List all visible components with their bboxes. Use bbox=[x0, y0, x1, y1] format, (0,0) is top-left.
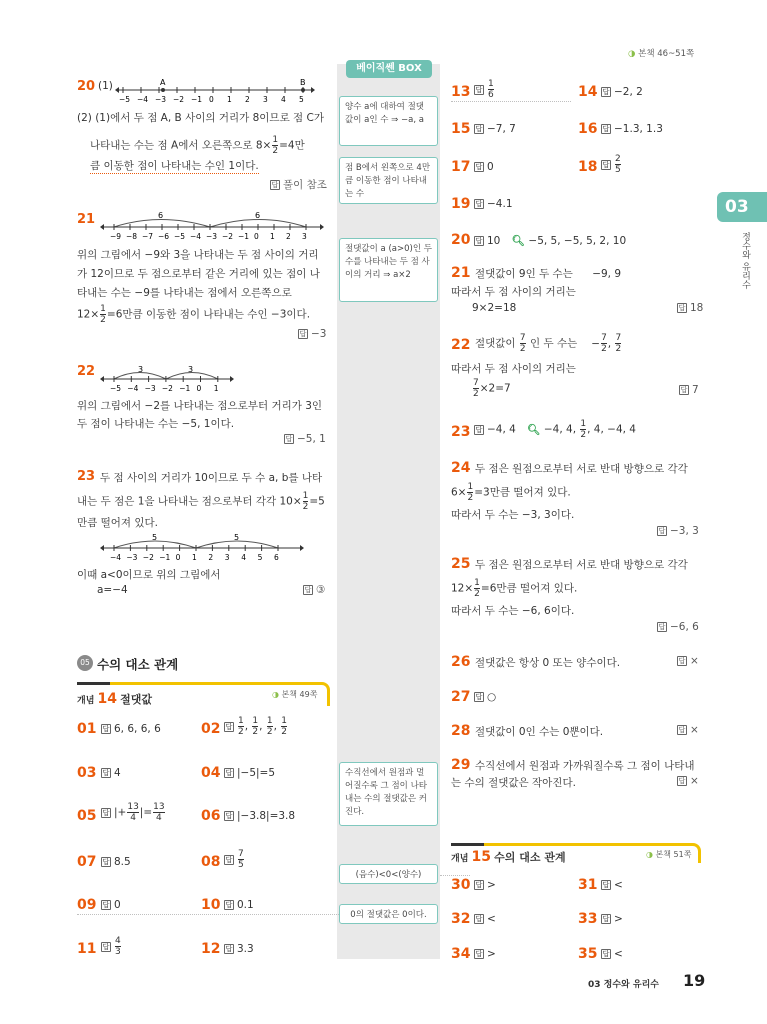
note-box: 수직선에서 원점과 멀어질수록 그 점이 나타내는 수의 절댓값은 커진다. bbox=[339, 762, 438, 826]
problem-text: 12× $\frac{1}{2}$ =6만큼 떨어져 있다. bbox=[451, 578, 578, 599]
hint-icon: 🔍︎ bbox=[511, 235, 526, 247]
problem-text: 9×2=18 bbox=[472, 302, 517, 314]
item-answer: 답 < bbox=[602, 948, 623, 960]
item-number: 17 bbox=[451, 159, 471, 175]
item-number: 06 bbox=[201, 808, 221, 824]
item-answer: 답 3.3 bbox=[225, 943, 254, 955]
tick-label: −5 bbox=[119, 95, 131, 104]
page-number: 19 bbox=[683, 971, 706, 990]
tick-label: 1 bbox=[270, 232, 275, 241]
problem-text: 두 점 사이의 거리가 10이므로 두 수 a, b를 나타 bbox=[100, 472, 323, 484]
item-number: 01 bbox=[77, 721, 97, 737]
svg-text:6: 6 bbox=[158, 211, 164, 220]
point-label-a: A bbox=[160, 78, 166, 87]
problem-text: 수직선에서 원점과 가까워질수록 그 점이 나타내 bbox=[475, 760, 695, 772]
problem-text: 따라서 두 수는 −6, 6이다. bbox=[451, 605, 575, 617]
tick-label: 0 bbox=[209, 95, 214, 104]
tick-label: 1 bbox=[213, 384, 219, 393]
section-badge: 05 bbox=[77, 655, 93, 671]
answer: 답 × bbox=[678, 655, 699, 667]
problem-text: 따라서 두 점 사이의 거리는 bbox=[451, 286, 576, 298]
problem-text: $\frac{7}{2}$ ×2=7 bbox=[473, 378, 511, 399]
box-title: 베이직쎈 BOX bbox=[346, 60, 432, 78]
tick-label: 5 bbox=[299, 95, 304, 104]
tick-label: −3 bbox=[144, 384, 156, 393]
tick-label: 3 bbox=[224, 553, 230, 562]
item-number: 28 bbox=[451, 723, 471, 739]
problem-text: 두 점은 원점으로부터 서로 반대 방향으로 각각 bbox=[475, 559, 688, 571]
chapter-tab-label: 정수와 유리수 bbox=[740, 232, 750, 289]
item-number: 15 bbox=[451, 121, 471, 137]
tick-label: −1 bbox=[191, 95, 203, 104]
problem-text: 절댓값이 0인 수는 0뿐이다. bbox=[475, 726, 604, 738]
dotted-guide bbox=[451, 101, 571, 102]
problem-text: 따라서 두 수는 −3, 3이다. bbox=[451, 509, 575, 521]
item-answer: 답 −2, 2 bbox=[602, 86, 643, 98]
tick-label: −5 bbox=[110, 384, 122, 393]
page-ref: ◑ 본책 46~51쪽 bbox=[628, 49, 695, 59]
number-line bbox=[115, 78, 315, 108]
item-number: 20 bbox=[451, 232, 471, 248]
answer: 답 −3, 3 bbox=[658, 525, 699, 537]
item-number: 16 bbox=[578, 121, 598, 137]
answer: 답 18 bbox=[678, 302, 704, 314]
concept-bar-dark bbox=[451, 843, 484, 846]
problem-number: 23 bbox=[77, 469, 96, 484]
problem-text: 두 점은 원점으로부터 서로 반대 방향으로 각각 bbox=[475, 463, 688, 475]
item-answer: 답 > bbox=[475, 879, 496, 891]
tick-label: −2 bbox=[173, 95, 185, 104]
item-number: 03 bbox=[77, 765, 97, 781]
tick-label: 3 bbox=[302, 232, 307, 241]
item-number: 11 bbox=[77, 941, 97, 957]
note-box: 절댓값이 a (a>0)인 두 수를 나타내는 두 점 사이의 거리 ⇒ a×2 bbox=[339, 238, 438, 302]
item-number: 08 bbox=[201, 854, 221, 870]
problem-text: 타내는 수는 −9를 나타내는 점에서 오른쪽으로 bbox=[77, 287, 292, 299]
item-number: 05 bbox=[77, 808, 97, 824]
problem-text: 절댓값이 $\frac{7}{2}$ 인 두 수는 − $\frac{7}{2}$ , $\frac{7}{2}$ bbox=[475, 333, 622, 354]
tick-label: 0 bbox=[254, 232, 259, 241]
item-answer: 답 < bbox=[602, 879, 623, 891]
item-answer: 답 −1.3, 1.3 bbox=[602, 123, 663, 135]
hint-icon: 🔍︎ bbox=[527, 423, 541, 436]
item-answer: 답 < bbox=[475, 913, 496, 925]
item-answer: 답 6, 6, 6, 6 bbox=[102, 723, 161, 735]
item-number: 25 bbox=[451, 556, 471, 572]
item-answer: 답 |+ $\frac{13}{4}$ |= $\frac{13}{4}$ bbox=[102, 802, 165, 823]
answer: 답 −5, 1 bbox=[285, 433, 326, 445]
tick-label: −2 bbox=[222, 232, 234, 241]
item-number: 29 bbox=[451, 757, 471, 773]
item-number: 12 bbox=[201, 941, 221, 957]
item-answer: 답 −4, 4 🔍︎ −4, 4, $\frac{1}{2}$ , 4, −4, 4 bbox=[475, 419, 636, 440]
item-number: 35 bbox=[578, 946, 598, 962]
tick-label: 4 bbox=[281, 95, 286, 104]
item-number: 31 bbox=[578, 877, 598, 893]
tick-label: −4 bbox=[190, 232, 202, 241]
tick-label: −1 bbox=[179, 384, 191, 393]
problem-number: 21 bbox=[77, 212, 96, 227]
concept-label: 개념 14 절댓값 bbox=[77, 691, 153, 707]
item-answer: 답 10 🔍︎ −5, 5, −5, 5, 2, 10 bbox=[475, 235, 627, 247]
tick-label: −6 bbox=[158, 232, 170, 241]
item-answer: 답 −4.1 bbox=[475, 198, 513, 210]
item-answer: 답 0 bbox=[475, 161, 494, 173]
concept-ref: ◑ 본책 49쪽 bbox=[272, 690, 318, 699]
item-number: 34 bbox=[451, 946, 471, 962]
tick-label: −2 bbox=[161, 384, 173, 393]
item-number: 24 bbox=[451, 460, 471, 476]
problem-text: 위의 그림에서 −2를 나타내는 점으로부터 거리가 3인 bbox=[77, 400, 323, 412]
item-number: 32 bbox=[451, 911, 471, 927]
tick-label: 2 bbox=[208, 553, 214, 562]
tick-label: −8 bbox=[126, 232, 138, 241]
footer-title: 03 정수와 유리수 bbox=[588, 980, 659, 990]
problem-text: (1) bbox=[98, 80, 113, 92]
problem-text: 는 수의 절댓값은 작아진다. bbox=[451, 777, 576, 789]
svg-text:5: 5 bbox=[234, 533, 240, 542]
answer: 답 7 bbox=[680, 384, 699, 396]
item-answer: 답 $\frac{1}{2}$ , $\frac{1}{2}$ , $\frac{1}{2}$ , $\frac{1}{2}$ bbox=[225, 716, 287, 737]
item-number: 26 bbox=[451, 654, 471, 670]
item-answer: 답 −7, 7 bbox=[475, 123, 516, 135]
item-number: 27 bbox=[451, 689, 471, 705]
tick-label: −3 bbox=[155, 95, 167, 104]
tick-label: 2 bbox=[245, 95, 250, 104]
problem-text: 6× $\frac{1}{2}$ =3만큼 떨어져 있다. bbox=[451, 482, 571, 503]
answer: 답 −6, 6 bbox=[658, 621, 699, 633]
item-number: 14 bbox=[578, 84, 598, 100]
problem-text: 12× $\frac{1}{2}$ =6만큼 이동한 점이 나타내는 수인 −3이다. bbox=[77, 304, 311, 325]
item-answer: 답 > bbox=[475, 948, 496, 960]
tick-label: 3 bbox=[263, 95, 268, 104]
number-line bbox=[100, 210, 325, 242]
tick-label: −4 bbox=[110, 553, 122, 562]
tick-label: −3 bbox=[206, 232, 218, 241]
answer: 답 풀이 참조 bbox=[271, 179, 327, 191]
concept-ref: ◑ 본책 51쪽 bbox=[646, 850, 692, 859]
tick-label: −4 bbox=[137, 95, 149, 104]
item-number: 04 bbox=[201, 765, 221, 781]
item-answer: 답 $\frac{7}{5}$ bbox=[225, 849, 244, 870]
svg-text:3: 3 bbox=[138, 365, 144, 374]
point-label-b: B bbox=[300, 78, 306, 87]
dotted-guide bbox=[77, 914, 339, 915]
note-box: 양수 a에 대하여 절댓값이 a인 수 ⇒ −a, a bbox=[339, 96, 438, 146]
tick-label: −1 bbox=[159, 553, 171, 562]
problem-text: 따라서 두 점 사이의 거리는 bbox=[451, 363, 576, 375]
item-answer: 답 8.5 bbox=[102, 856, 131, 868]
problem-text: 내는 두 점은 1을 나타내는 점으로부터 각각 10× $\frac{1}{2}$ =5 bbox=[77, 491, 325, 512]
problem-text: 절댓값은 항상 0 또는 양수이다. bbox=[475, 657, 621, 669]
problem-text: 큼 이동한 점이 나타내는 수인 1이다. bbox=[90, 160, 259, 172]
item-answer: 답 $\frac{2}{5}$ bbox=[602, 154, 621, 175]
problem-text: 만큼 떨어져 있다. bbox=[77, 517, 159, 529]
dotted-guide bbox=[440, 875, 470, 876]
answer: 답 × bbox=[678, 775, 699, 787]
section-title: 수의 대소 관계 bbox=[97, 657, 179, 672]
item-number: 13 bbox=[451, 84, 471, 100]
problem-text: 이때 a<0이므로 위의 그림에서 bbox=[77, 569, 221, 581]
problem-text: 위의 그림에서 −9와 3을 나타내는 두 점 사이의 거리 bbox=[77, 249, 319, 261]
svg-text:3: 3 bbox=[188, 365, 194, 374]
answer: 답 × bbox=[678, 724, 699, 736]
item-answer: 답 > bbox=[602, 913, 623, 925]
item-answer: 답 |−5|=5 bbox=[225, 767, 276, 779]
tick-label: 2 bbox=[286, 232, 291, 241]
item-answer: 답 |−3.8|=3.8 bbox=[225, 810, 296, 822]
item-number: 09 bbox=[77, 897, 97, 913]
tick-label: −2 bbox=[142, 553, 154, 562]
problem-text: 나타내는 수는 점 A에서 오른쪽으로 8× $\frac{1}{2}$ =4만 bbox=[90, 135, 305, 156]
item-number: 23 bbox=[451, 424, 471, 440]
note-box: 0의 절댓값은 0이다. bbox=[339, 904, 438, 924]
number-line bbox=[100, 362, 235, 394]
problem-text: 절댓값이 9인 두 수는 −9, 9 bbox=[475, 268, 622, 280]
number-line bbox=[100, 531, 305, 563]
svg-text:6: 6 bbox=[255, 211, 261, 220]
item-number: 30 bbox=[451, 877, 471, 893]
tick-label: 1 bbox=[227, 95, 232, 104]
tick-label: 1 bbox=[192, 553, 197, 562]
item-answer: 답 4 bbox=[102, 767, 121, 779]
tick-label: 0 bbox=[175, 553, 181, 562]
problem-number: 20 bbox=[77, 79, 96, 94]
problem-number: 22 bbox=[77, 364, 96, 379]
tick-label: −1 bbox=[238, 232, 250, 241]
problem-text: a=−4 bbox=[97, 584, 128, 596]
tick-label: −9 bbox=[110, 232, 122, 241]
concept-bar-dark bbox=[77, 682, 110, 685]
tick-label: 4 bbox=[241, 553, 246, 562]
item-answer: 답 ○ bbox=[475, 691, 497, 703]
problem-text: (2) (1)에서 두 점 A, B 사이의 거리가 8이므로 점 C가 bbox=[77, 112, 325, 124]
item-number: 33 bbox=[578, 911, 598, 927]
item-number: 18 bbox=[578, 159, 598, 175]
item-number: 07 bbox=[77, 854, 97, 870]
tick-label: −5 bbox=[174, 232, 186, 241]
item-number: 10 bbox=[201, 897, 221, 913]
note-box: (음수)<0<(양수) bbox=[339, 864, 438, 884]
problem-text: 가 12이므로 두 점으로부터 같은 거리에 있는 점이 나 bbox=[77, 268, 320, 280]
item-answer: 답 0 bbox=[102, 899, 121, 911]
tick-label: −3 bbox=[126, 553, 138, 562]
item-number: 22 bbox=[451, 337, 471, 353]
concept-label: 개념 15 수의 대소 관계 bbox=[451, 849, 566, 865]
tick-label: 0 bbox=[196, 384, 202, 393]
tick-label: −4 bbox=[127, 384, 139, 393]
item-number: 02 bbox=[201, 721, 221, 737]
answer: 답 ③ bbox=[304, 584, 326, 596]
tick-label: −7 bbox=[142, 232, 154, 241]
item-answer: 답 $\frac{1}{6}$ bbox=[475, 79, 494, 100]
chapter-tab: 03 bbox=[717, 192, 767, 222]
item-answer: 답 0.1 bbox=[225, 899, 254, 911]
problem-text: 두 점이 나타내는 수는 −5, 1이다. bbox=[77, 418, 235, 430]
item-number: 19 bbox=[451, 196, 471, 212]
tick-label: 5 bbox=[257, 553, 263, 562]
item-answer: 답 $\frac{4}{3}$ bbox=[102, 936, 121, 957]
item-number: 21 bbox=[451, 265, 471, 281]
svg-text:5: 5 bbox=[152, 533, 158, 542]
note-box: 점 B에서 왼쪽으로 4만큼 이동한 점이 나타내는 수 bbox=[339, 157, 438, 204]
tick-label: 6 bbox=[274, 553, 279, 562]
answer: 답 −3 bbox=[299, 328, 327, 340]
